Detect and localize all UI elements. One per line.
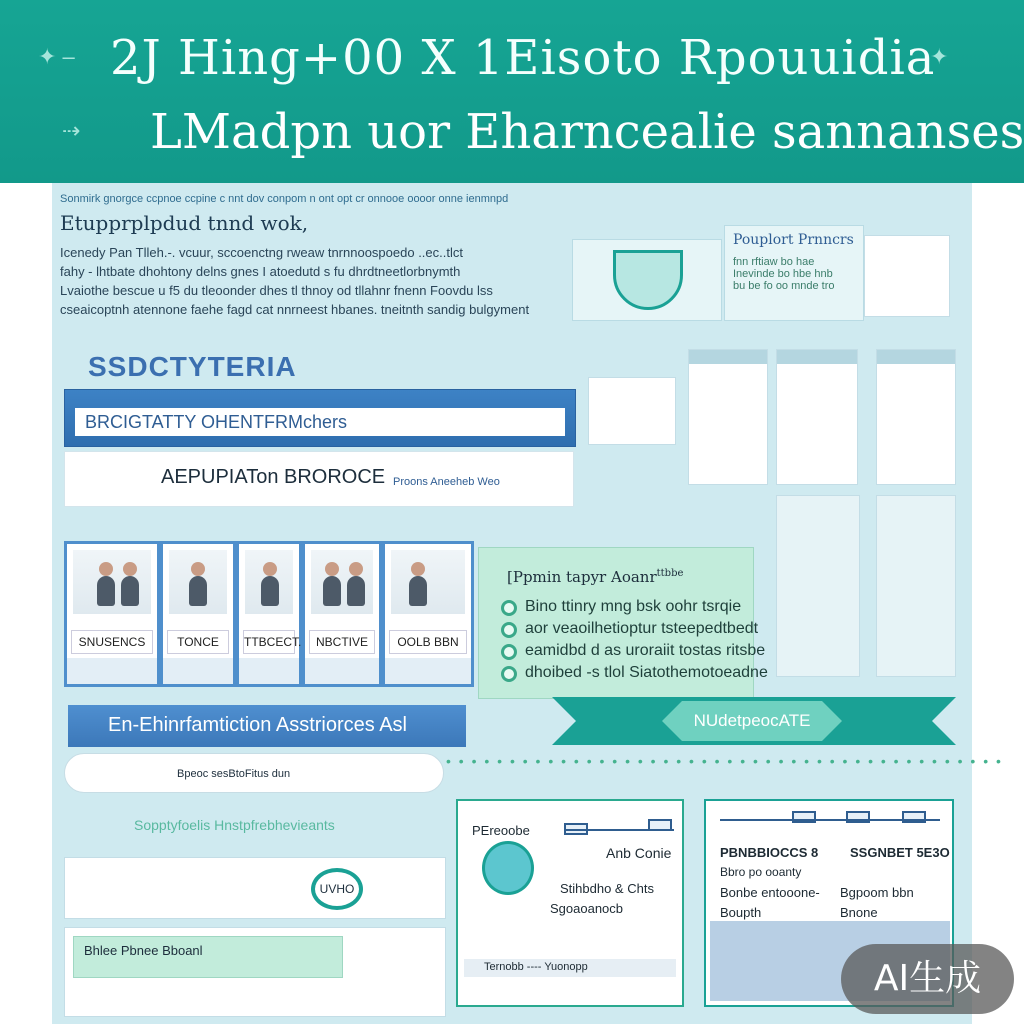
intro-body bbox=[60, 243, 620, 319]
profile-card-line: Stihbdho & Chts bbox=[560, 881, 654, 896]
feature-list-item: Bino ttinry mng bsk oohr tsrqie bbox=[525, 598, 742, 615]
feature-list-panel bbox=[478, 547, 768, 699]
intro-body-line: Lvaiothe bescue u f5 du tleoonder dhes tl thnoy od tllahnr fnenn Foovdu lss bbox=[60, 283, 493, 298]
feature-list-item: aor veaoilhetioptur tsteepedtbedt bbox=[525, 620, 759, 637]
support-note-card bbox=[64, 927, 446, 1017]
feature-thumbnail bbox=[864, 235, 950, 317]
ribbon-label: NUdetpeocATE bbox=[693, 711, 811, 730]
gallery-tile bbox=[876, 349, 956, 485]
feature-card-title: Pouplort Prnncrs bbox=[733, 232, 854, 248]
support-note: Bhlee Pbnee Bboanl bbox=[84, 943, 203, 958]
people-card bbox=[160, 541, 236, 687]
profile-card-left bbox=[456, 799, 684, 1007]
support-note-box bbox=[73, 936, 343, 978]
sparkle-icon: ✦ – bbox=[38, 44, 75, 69]
gallery-tile bbox=[776, 349, 858, 485]
profile-card-footer-bar bbox=[464, 959, 676, 977]
approach-label: AEPUPIATon BROROCE bbox=[161, 466, 386, 488]
people-card-label: OOLB BBN bbox=[389, 630, 467, 654]
approach-box bbox=[64, 451, 574, 507]
people-card bbox=[64, 541, 160, 687]
feature-card-line: Inevinde bo hbe hnb bbox=[733, 268, 833, 280]
feature-list-item: eamidbd d as uroraiit tostas ritsbe bbox=[525, 642, 766, 659]
feature-list-item: dhoibed -s tlol Siatothemotoeadne bbox=[525, 664, 768, 681]
avatar bbox=[482, 841, 534, 895]
people-card bbox=[236, 541, 302, 687]
profile-card-row: Bgpoom bbn bbox=[840, 885, 914, 900]
profile-card-name: Anb Conie bbox=[606, 845, 672, 861]
people-card-label: TTBCECT. bbox=[243, 630, 295, 654]
profile-card-row: Boupth bbox=[720, 905, 762, 920]
profile-card-line: Sgoaoanocb bbox=[550, 901, 624, 916]
ribbon-banner bbox=[552, 697, 956, 745]
intro-body-line: cseaicoptnh atennone faehe fagd cat nnrneest hbanes. tneitnth sandig bulgyment bbox=[60, 302, 530, 317]
feature-list-title bbox=[507, 568, 683, 586]
section-title: SSDCTYTERIA bbox=[88, 351, 297, 382]
intro-body-line: fahy - lhtbate dhohtony delns gnes I atoedutd s fu dhrdtneetlorbnymth bbox=[60, 264, 461, 279]
people-card-label: NBCTIVE bbox=[309, 630, 375, 654]
support-card bbox=[64, 857, 446, 919]
profile-card-row: Bnone bbox=[840, 905, 878, 920]
profile-card-sub: Bbro po ooanty bbox=[720, 865, 802, 879]
check-circle-icon bbox=[501, 622, 517, 638]
approach-note: Proons Aneeheb Weo bbox=[393, 476, 500, 488]
people-card-label: SNUSENCS bbox=[71, 630, 153, 654]
profile-card-heading: SSGNBET 5E3O bbox=[850, 845, 950, 860]
profile-card-row: Bonbe entooone- bbox=[720, 885, 820, 900]
people-card bbox=[382, 541, 474, 687]
resource-pill bbox=[64, 753, 444, 793]
gallery-tile bbox=[876, 495, 956, 677]
decorative-dots: • • • • • • • • • • • • • • • • • • • • • • • • • • • • • • • • • • • • • • • • • • • • bbox=[446, 753, 1003, 769]
intro-caption: Sonmirk gnorgce ccpnoe ccpine c nnt dov conpom n ont opt cr onnooe oooor onne ienmnpd bbox=[60, 193, 509, 205]
profile-card-footer: Ternobb ---- Yuonopp bbox=[484, 961, 588, 973]
page-header bbox=[0, 0, 1024, 183]
ai-generated-badge: AI生成 bbox=[841, 944, 1014, 1014]
gallery-tile bbox=[588, 377, 676, 445]
intro-body-line: Icenedy Pan Tlleh.-. vcuur, sccoenctng rweaw tnrnnoospoedo ..ec..tlct bbox=[60, 245, 463, 260]
profile-card-heading: PBNBBIOCCS 8 bbox=[720, 845, 819, 860]
arrow-icon: ⇢ bbox=[62, 118, 81, 143]
feature-image bbox=[572, 239, 722, 321]
gallery-tile bbox=[688, 349, 768, 485]
feature-list-title-text: [Ppmin tapyr Aoanr bbox=[507, 568, 657, 586]
support-caption: Sopptyfoelis Hnstpfrebhevieants bbox=[134, 817, 335, 833]
header-title-line-2: LMadpn uor Eharncealie sannanses bbox=[150, 104, 1024, 160]
people-card-label: TONCE bbox=[167, 630, 229, 654]
feature-card-line: bu be fo oo mnde tro bbox=[733, 280, 835, 292]
profile-card-tag: PEreoobe bbox=[472, 823, 530, 838]
infographic-board bbox=[52, 183, 1003, 1024]
sparkle-icon: ✦ bbox=[930, 44, 949, 69]
support-badge: UVHO bbox=[311, 868, 363, 910]
intro-title: Etupprplpdud tnnd wok, bbox=[60, 211, 309, 235]
check-circle-icon bbox=[501, 644, 517, 660]
resources-bar: En-Ehinrfamtiction Asstriorces Asl bbox=[68, 705, 466, 747]
feature-card bbox=[724, 225, 864, 321]
header-title-line-1: 2J Hing+00 X 1Eisoto Rpouuidia bbox=[110, 30, 936, 86]
feature-list-title-suffix: ttbbe bbox=[656, 568, 684, 579]
resource-caption: Bpeoc sesBtoFitus dun bbox=[177, 768, 291, 780]
check-circle-icon bbox=[501, 600, 517, 616]
category-bar bbox=[64, 389, 576, 447]
check-circle-icon bbox=[501, 666, 517, 682]
feature-card-line: fnn rftiaw bo hae bbox=[733, 256, 815, 268]
category-bar-label: BRCIGTATTY OHENTFRMchers bbox=[75, 408, 565, 436]
product-bowl-icon bbox=[613, 250, 683, 310]
people-card bbox=[302, 541, 382, 687]
gallery-tile bbox=[776, 495, 860, 677]
